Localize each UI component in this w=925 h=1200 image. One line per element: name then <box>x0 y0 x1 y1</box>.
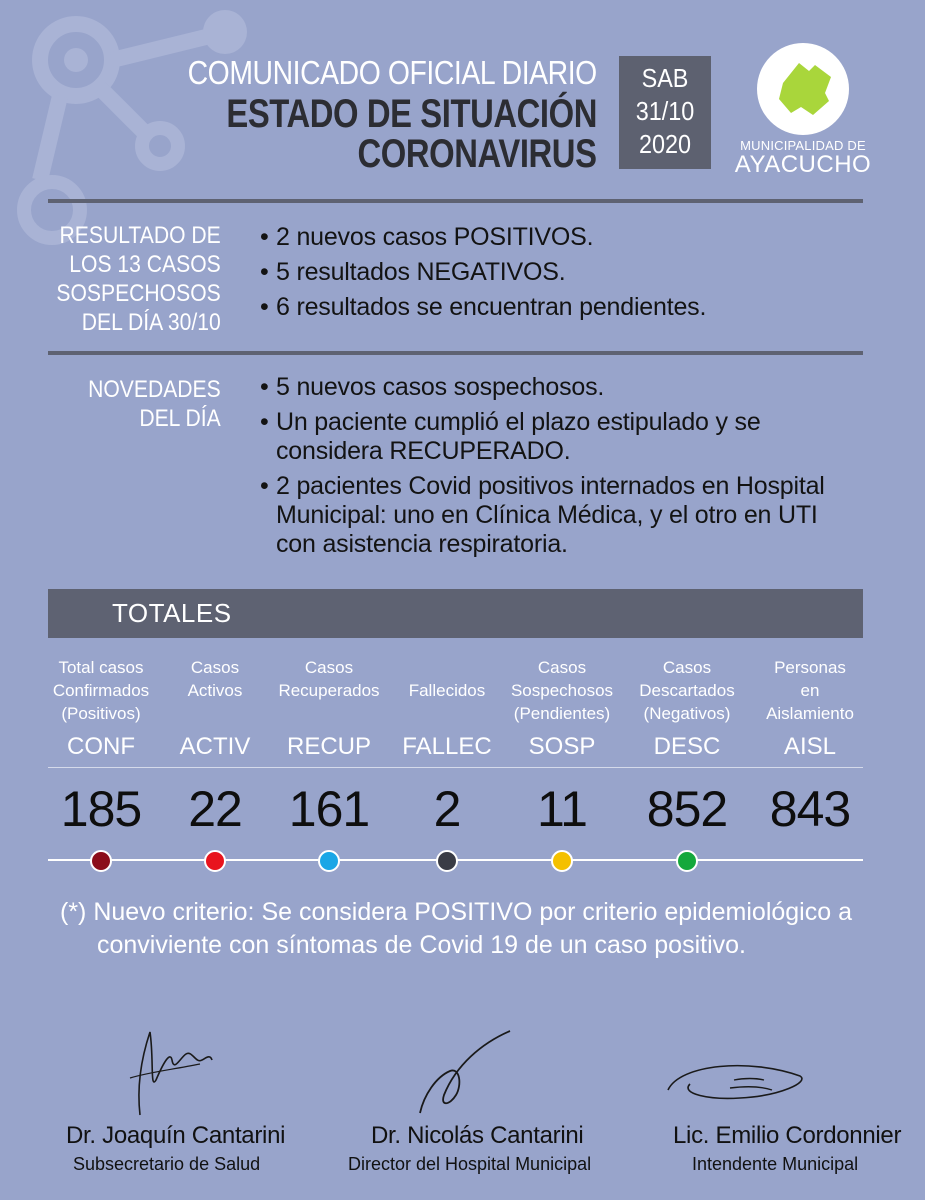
desc-line: (Negativos) <box>643 704 731 723</box>
news-list <box>258 373 848 559</box>
col-value-conf: 185 <box>60 781 142 837</box>
header-title-line-2: CORONAVIRUS <box>357 132 597 176</box>
signature-name-2: Dr. Nicolás Cantarini <box>371 1122 584 1149</box>
status-dot-fallec <box>436 850 458 872</box>
col-code-recup: RECUP <box>286 733 371 760</box>
status-dot-activ <box>204 850 226 872</box>
col-description-desc <box>627 656 747 726</box>
desc-line: en <box>800 681 820 700</box>
header-title-line-1: ESTADO DE SITUACIÓN <box>226 92 597 136</box>
col-value-aisl: 843 <box>769 781 851 837</box>
status-dot-sosp <box>551 850 573 872</box>
logo-subtitle: MUNICIPALIDAD DE <box>740 138 866 153</box>
news-label <box>88 375 221 433</box>
list-item: • 5 resultados NEGATIVOS. <box>258 258 858 287</box>
desc-line: Activos <box>187 681 243 700</box>
results-label <box>57 221 221 337</box>
desc-line: Total casos <box>58 658 144 677</box>
logo-emblem <box>757 43 849 135</box>
signature-3-image <box>660 1050 810 1110</box>
note-line-1: (*) Nuevo criterio: Se considera POSITIVO por criterio epidemiológico a <box>60 898 852 926</box>
list-item: • 6 resultados se encuentran pendientes. <box>258 293 858 322</box>
col-value-fallec: 2 <box>433 781 461 837</box>
status-dot-desc <box>676 850 698 872</box>
signature-1-image <box>110 1020 220 1120</box>
col-description-activ <box>155 656 275 726</box>
desc-line: Sospechosos <box>510 681 614 700</box>
col-value-sosp: 11 <box>537 781 587 837</box>
status-dot-recup <box>318 850 340 872</box>
totals-title: TOTALES <box>112 598 232 628</box>
desc-line: Confirmados <box>52 681 150 700</box>
divider <box>48 351 863 355</box>
results-list <box>258 223 858 322</box>
col-code-sosp: SOSP <box>528 733 596 760</box>
desc-line: Recuperados <box>278 681 380 700</box>
signature-role-2: Director del Hospital Municipal <box>348 1154 592 1174</box>
desc-line: Casos <box>662 658 712 677</box>
municipality-logo <box>733 43 873 183</box>
col-code-aisl: AISL <box>783 733 837 760</box>
col-code-fallec: FALLEC <box>402 733 492 760</box>
news-label-line: DEL DÍA <box>139 405 221 432</box>
col-description-fallec <box>387 656 507 726</box>
desc-line: (Positivos) <box>61 704 141 723</box>
col-value-recup: 161 <box>288 781 370 837</box>
date-day: SAB <box>641 63 689 93</box>
signature-role-1: Subsecretario de Salud <box>73 1154 261 1174</box>
col-description-recup <box>269 656 389 726</box>
col-description-aisl <box>750 656 870 726</box>
signature-2-image <box>410 1025 520 1120</box>
list-item: • 2 pacientes Covid positivos internados en Hospital Municipal: uno en Clínica Médica, y el otro en UTI con asistencia respiratoria. <box>258 472 848 559</box>
desc-line: Personas <box>774 658 846 677</box>
signature-role-3: Intendente Municipal <box>692 1154 859 1174</box>
col-value-desc: 852 <box>646 781 728 837</box>
list-item: • 2 nuevos casos POSITIVOS. <box>258 223 858 252</box>
desc-line: Descartados <box>639 681 735 700</box>
logo-title: AYACUCHO <box>734 151 872 178</box>
divider <box>48 199 863 203</box>
news-label-line: NOVEDADES <box>88 376 221 403</box>
date-box <box>619 56 711 169</box>
desc-line: Casos <box>537 658 587 677</box>
results-label-line: SOSPECHOSOS <box>56 280 221 307</box>
desc-line: Aislamiento <box>766 704 854 723</box>
signature-name-1: Dr. Joaquín Cantarini <box>66 1122 286 1149</box>
results-label-line: RESULTADO DE <box>59 222 222 249</box>
col-code-desc: DESC <box>653 733 721 760</box>
results-label-line: LOS 13 CASOS <box>69 251 221 278</box>
col-code-conf: CONF <box>67 733 135 760</box>
criteria-note <box>60 896 860 962</box>
status-dot-conf <box>90 850 112 872</box>
desc-line: Casos <box>304 658 354 677</box>
signature-name-3: Lic. Emilio Cordonnier <box>673 1122 902 1149</box>
header-subtitle: COMUNICADO OFICIAL DIARIO <box>187 54 597 91</box>
list-item: • Un paciente cumplió el plazo estipulado y se considera RECUPERADO. <box>258 408 848 466</box>
desc-line: Fallecidos <box>408 681 486 700</box>
col-value-activ: 22 <box>188 781 242 837</box>
desc-line: Casos <box>190 658 240 677</box>
results-label-line: DEL DÍA 30/10 <box>82 309 221 336</box>
col-description-conf <box>41 656 161 726</box>
date-year: 2020 <box>638 129 692 159</box>
desc-line: (Pendientes) <box>513 704 611 723</box>
col-description-sosp <box>502 656 622 726</box>
totals-divider <box>48 767 863 768</box>
list-item: • 5 nuevos casos sospechosos. <box>258 373 848 402</box>
date-daymonth: 31/10 <box>635 96 695 126</box>
note-line-2: conviviente con síntomas de Covid 19 de un caso positivo. <box>97 931 746 959</box>
col-code-activ: ACTIV <box>179 733 251 760</box>
